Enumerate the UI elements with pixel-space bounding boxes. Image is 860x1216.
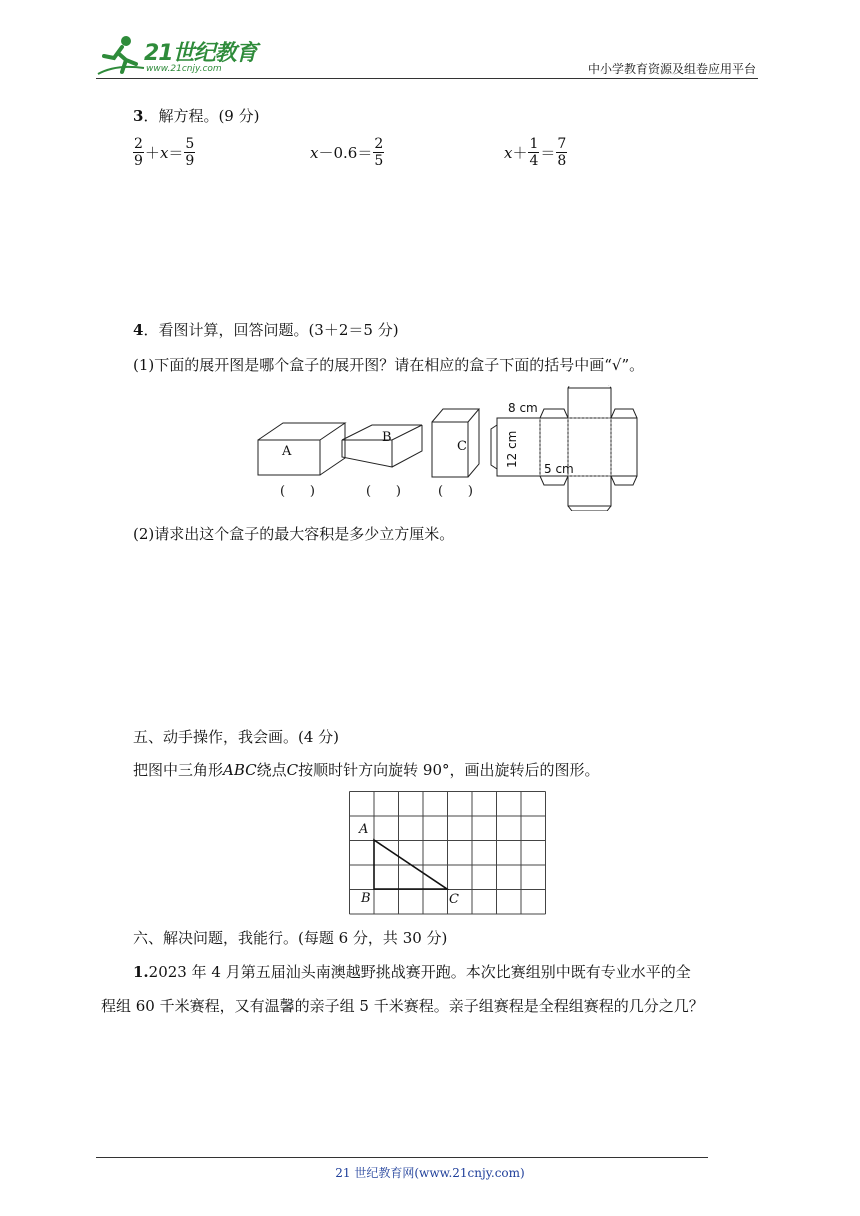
- s5-instruction: 把图中三角形ABC绕点C按顺时针方向旋转 90°，画出旋转后的图形。: [133, 761, 600, 779]
- s5-title: 五、动手操作，我会画。(4 分): [133, 728, 340, 746]
- runner-icon: [96, 34, 146, 78]
- point-b-label: B: [361, 891, 371, 906]
- q4-sub2: (2)请求出这个盒子的最大容积是多少立方厘米。: [133, 525, 455, 543]
- s6-title: 六、解决问题，我能行。(每题 6 分，共 30 分): [133, 929, 448, 947]
- grid-figure: [348, 790, 548, 916]
- q3-equation-3: x ＋ $\frac{1}{4}$ ＝ $\frac{7}{8}$: [504, 136, 567, 169]
- box-a-label: A: [282, 444, 292, 459]
- paren-c: ( ): [438, 484, 473, 499]
- logo-main-text: 21世纪教育: [144, 41, 257, 66]
- paren-b: ( ): [366, 484, 401, 499]
- net-label-top: 8 cm: [508, 401, 538, 415]
- q3-equation-2: x －0.6＝ $\frac{2}{5}$: [310, 136, 384, 169]
- logo-sub-text: www.21cnjy.com: [146, 64, 222, 74]
- box-c-label: C: [457, 439, 467, 454]
- q4-title: 4．看图计算，回答问题。(3＋2＝5 分): [133, 321, 399, 339]
- header-logo: [96, 34, 266, 78]
- footer-rule: [96, 1157, 708, 1158]
- point-a-label: A: [359, 822, 369, 837]
- box-b-label: B: [382, 430, 392, 445]
- box-a: [258, 423, 345, 475]
- header-rule: [96, 78, 758, 79]
- q3-title: 3．解方程。(9 分): [133, 107, 260, 125]
- paren-a: ( ): [280, 484, 315, 499]
- box-c: [432, 409, 479, 477]
- footer-text: 21 世纪教育网(www.21cnjy.com): [335, 1166, 525, 1180]
- point-c-label: C: [449, 892, 459, 907]
- q3-equation-1: $\frac{2}{9}$ ＋ x ＝ $\frac{5}{9}$: [134, 136, 195, 169]
- s6-q1-line2: 程组 60 千米赛程，又有温馨的亲子组 5 千米赛程。亲子组赛程是全程组赛程的几分之几？: [101, 997, 704, 1015]
- q4-sub1: (1)下面的展开图是哪个盒子的展开图？请在相应的盒子下面的括号中画“√”。: [133, 356, 645, 374]
- net-label-side: 12 cm: [505, 430, 519, 468]
- net-label-bottom: 5 cm: [544, 462, 574, 476]
- s6-q1-line1: 1.2023 年 4 月第五届汕头南澳越野挑战赛开跑。本次比赛组别中既有专业水平的全: [133, 963, 691, 981]
- header-right-text: 中小学教育资源及组卷应用平台: [587, 62, 756, 76]
